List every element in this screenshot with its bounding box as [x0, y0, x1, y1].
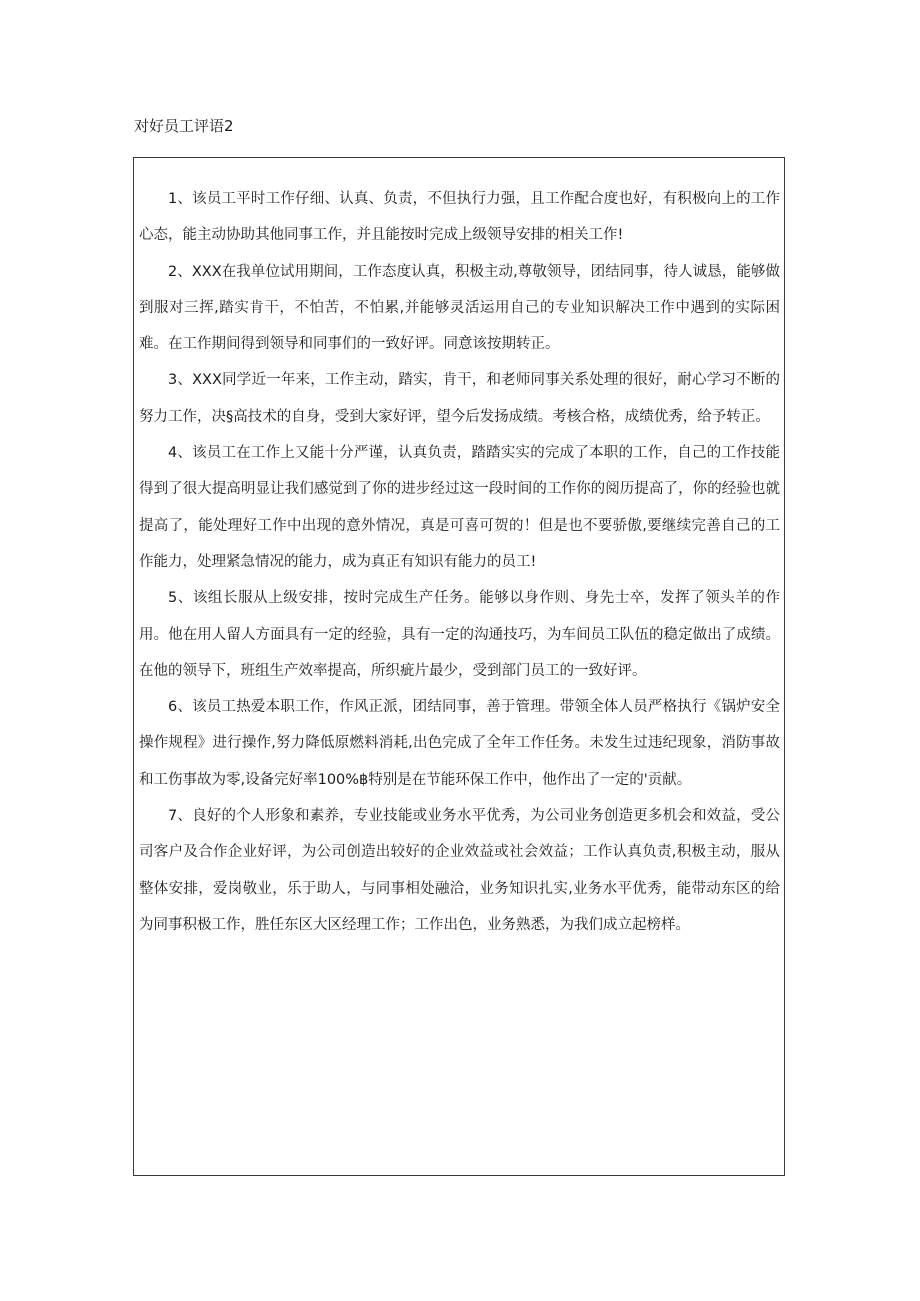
document-title: 对好员工评语2 — [134, 117, 234, 135]
evaluation-paragraph-7: 7、良好的个人形象和素养，专业技能或业务水平优秀，为公司业务创造更多机会和效益，受公司客户及合作企业好评，为公司创造出较好的企业效益或社会效益；工作认真负责,积极主动，服从整体安排，爱岗敬业，乐于助人，与同事相处融洽，业务知识扎实,业务水平优秀，能带动东区的给为同事积极工作，胜任东区大区经理工作；工作出色，业务熟悉，为我们成立起榜样。 — [139, 808, 780, 933]
evaluation-paragraph-3: 3、XXX同学近一年来，工作主动，踏实，肯干，和老师同事关系处理的很好，耐心学习不断的努力工作，决§高技术的自身，受到大家好评，望今后发扬成绩。考核合格，成绩优秀，给予转正。 — [139, 372, 780, 425]
evaluation-paragraph-5: 5、该组长服从上级安排，按时完成生产任务。能够以身作则、身先士卒，发挥了领头羊的作用。他在用人留人方面具有一定的经验，具有一定的沟通技巧，为车间员工队伍的稳定做出了成绩。在他的领导下，班组生产效率提高，所织疵片最少，受到部门员工的一致好评。 — [139, 590, 780, 679]
evaluation-box — [133, 157, 785, 1176]
evaluation-paragraph-1: 1、该员工平时工作仔细、认真、负责，不但执行力强，且工作配合度也好，有积极向上的工作心态，能主动协助其他同事工作，并且能按时完成上级领导安排的相关工作! — [139, 191, 780, 244]
evaluation-paragraph-4: 4、该员工在工作上又能十分严谨，认真负责，踏踏实实的完成了本职的工作，自己的工作技能得到了很大提高明显让我们感觉到了你的进步经过这一段时间的工作你的阅历提高了，你的经验也就提高了，能处理好工作中出现的意外情况，真是可喜可贺的！但是也不要骄傲,要继续完善自己的工作能力，处理紧急情况的能力，成为真正有知识有能力的员工! — [139, 445, 780, 570]
evaluation-paragraph-2: 2、XXX在我单位试用期间，工作态度认真，积极主动,尊敬领导，团结同事，待人诚恳，能够做到服对三挥,踏实肯干，不怕苦，不怕累,并能够灵活运用自己的专业知识解决工作中遇到的实际困难。在工作期间得到领导和同事们的一致好评。同意该按期转正。 — [139, 263, 780, 353]
evaluation-paragraph-6: 6、该员工热爱本职工作，作风正派，团结同事，善于管理。带领全体人员严格执行《锅炉安全操作规程》进行操作,努力降低原燃料消耗,出色完成了全年工作任务。未发生过违纪现象，消防事故和工伤事故为零,设备完好率100%฿特别是在节能环保工作中，他作出了一定的'贡献。 — [139, 699, 780, 788]
